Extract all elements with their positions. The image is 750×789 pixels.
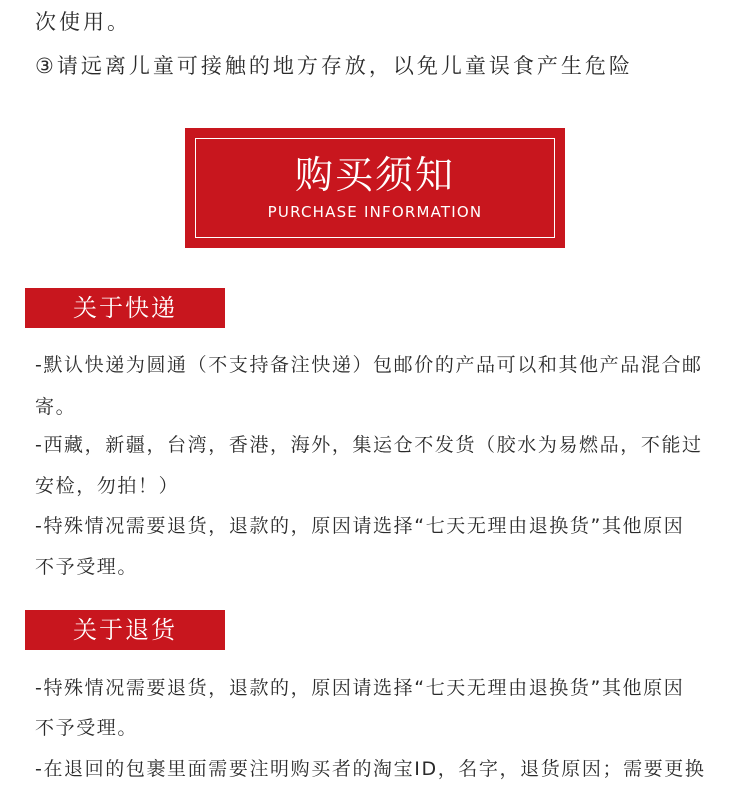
shipping-line-2: 寄。 — [35, 396, 77, 418]
shipping-line-4: 安检，勿拍！） — [35, 475, 180, 497]
shipping-line-1: -默认快递为圆通（不支持备注快递）包邮价的产品可以和其他产品混合邮 — [35, 354, 703, 376]
banner-title-en: PURCHASE INFORMATION — [267, 203, 483, 221]
returns-line-2: 不予受理。 — [35, 717, 139, 739]
shipping-line-3: -西藏，新疆，台湾，香港，海外，集运仓不发货（胶水为易燃品，不能过 — [35, 434, 703, 456]
intro-line-2: ③请远离儿童可接触的地方存放，以免儿童误食产生危险 — [35, 54, 633, 78]
shipping-heading: 关于快递 — [25, 288, 225, 328]
intro-line-1: 次使用。 — [35, 10, 131, 34]
returns-line-3: -在退回的包裹里面需要注明购买者的淘宝ID，名字，退货原因；需要更换 — [35, 758, 706, 780]
shipping-line-5: -特殊情况需要退货，退款的，原因请选择“七天无理由退换货”其他原因 — [35, 515, 685, 537]
shipping-line-6: 不予受理。 — [35, 556, 139, 578]
banner-title-zh: 购买须知 — [294, 153, 455, 197]
returns-line-1: -特殊情况需要退货，退款的，原因请选择“七天无理由退换货”其他原因 — [35, 677, 685, 699]
banner-frame — [195, 138, 555, 238]
returns-heading: 关于退货 — [25, 610, 225, 650]
purchase-info-banner — [185, 128, 565, 248]
